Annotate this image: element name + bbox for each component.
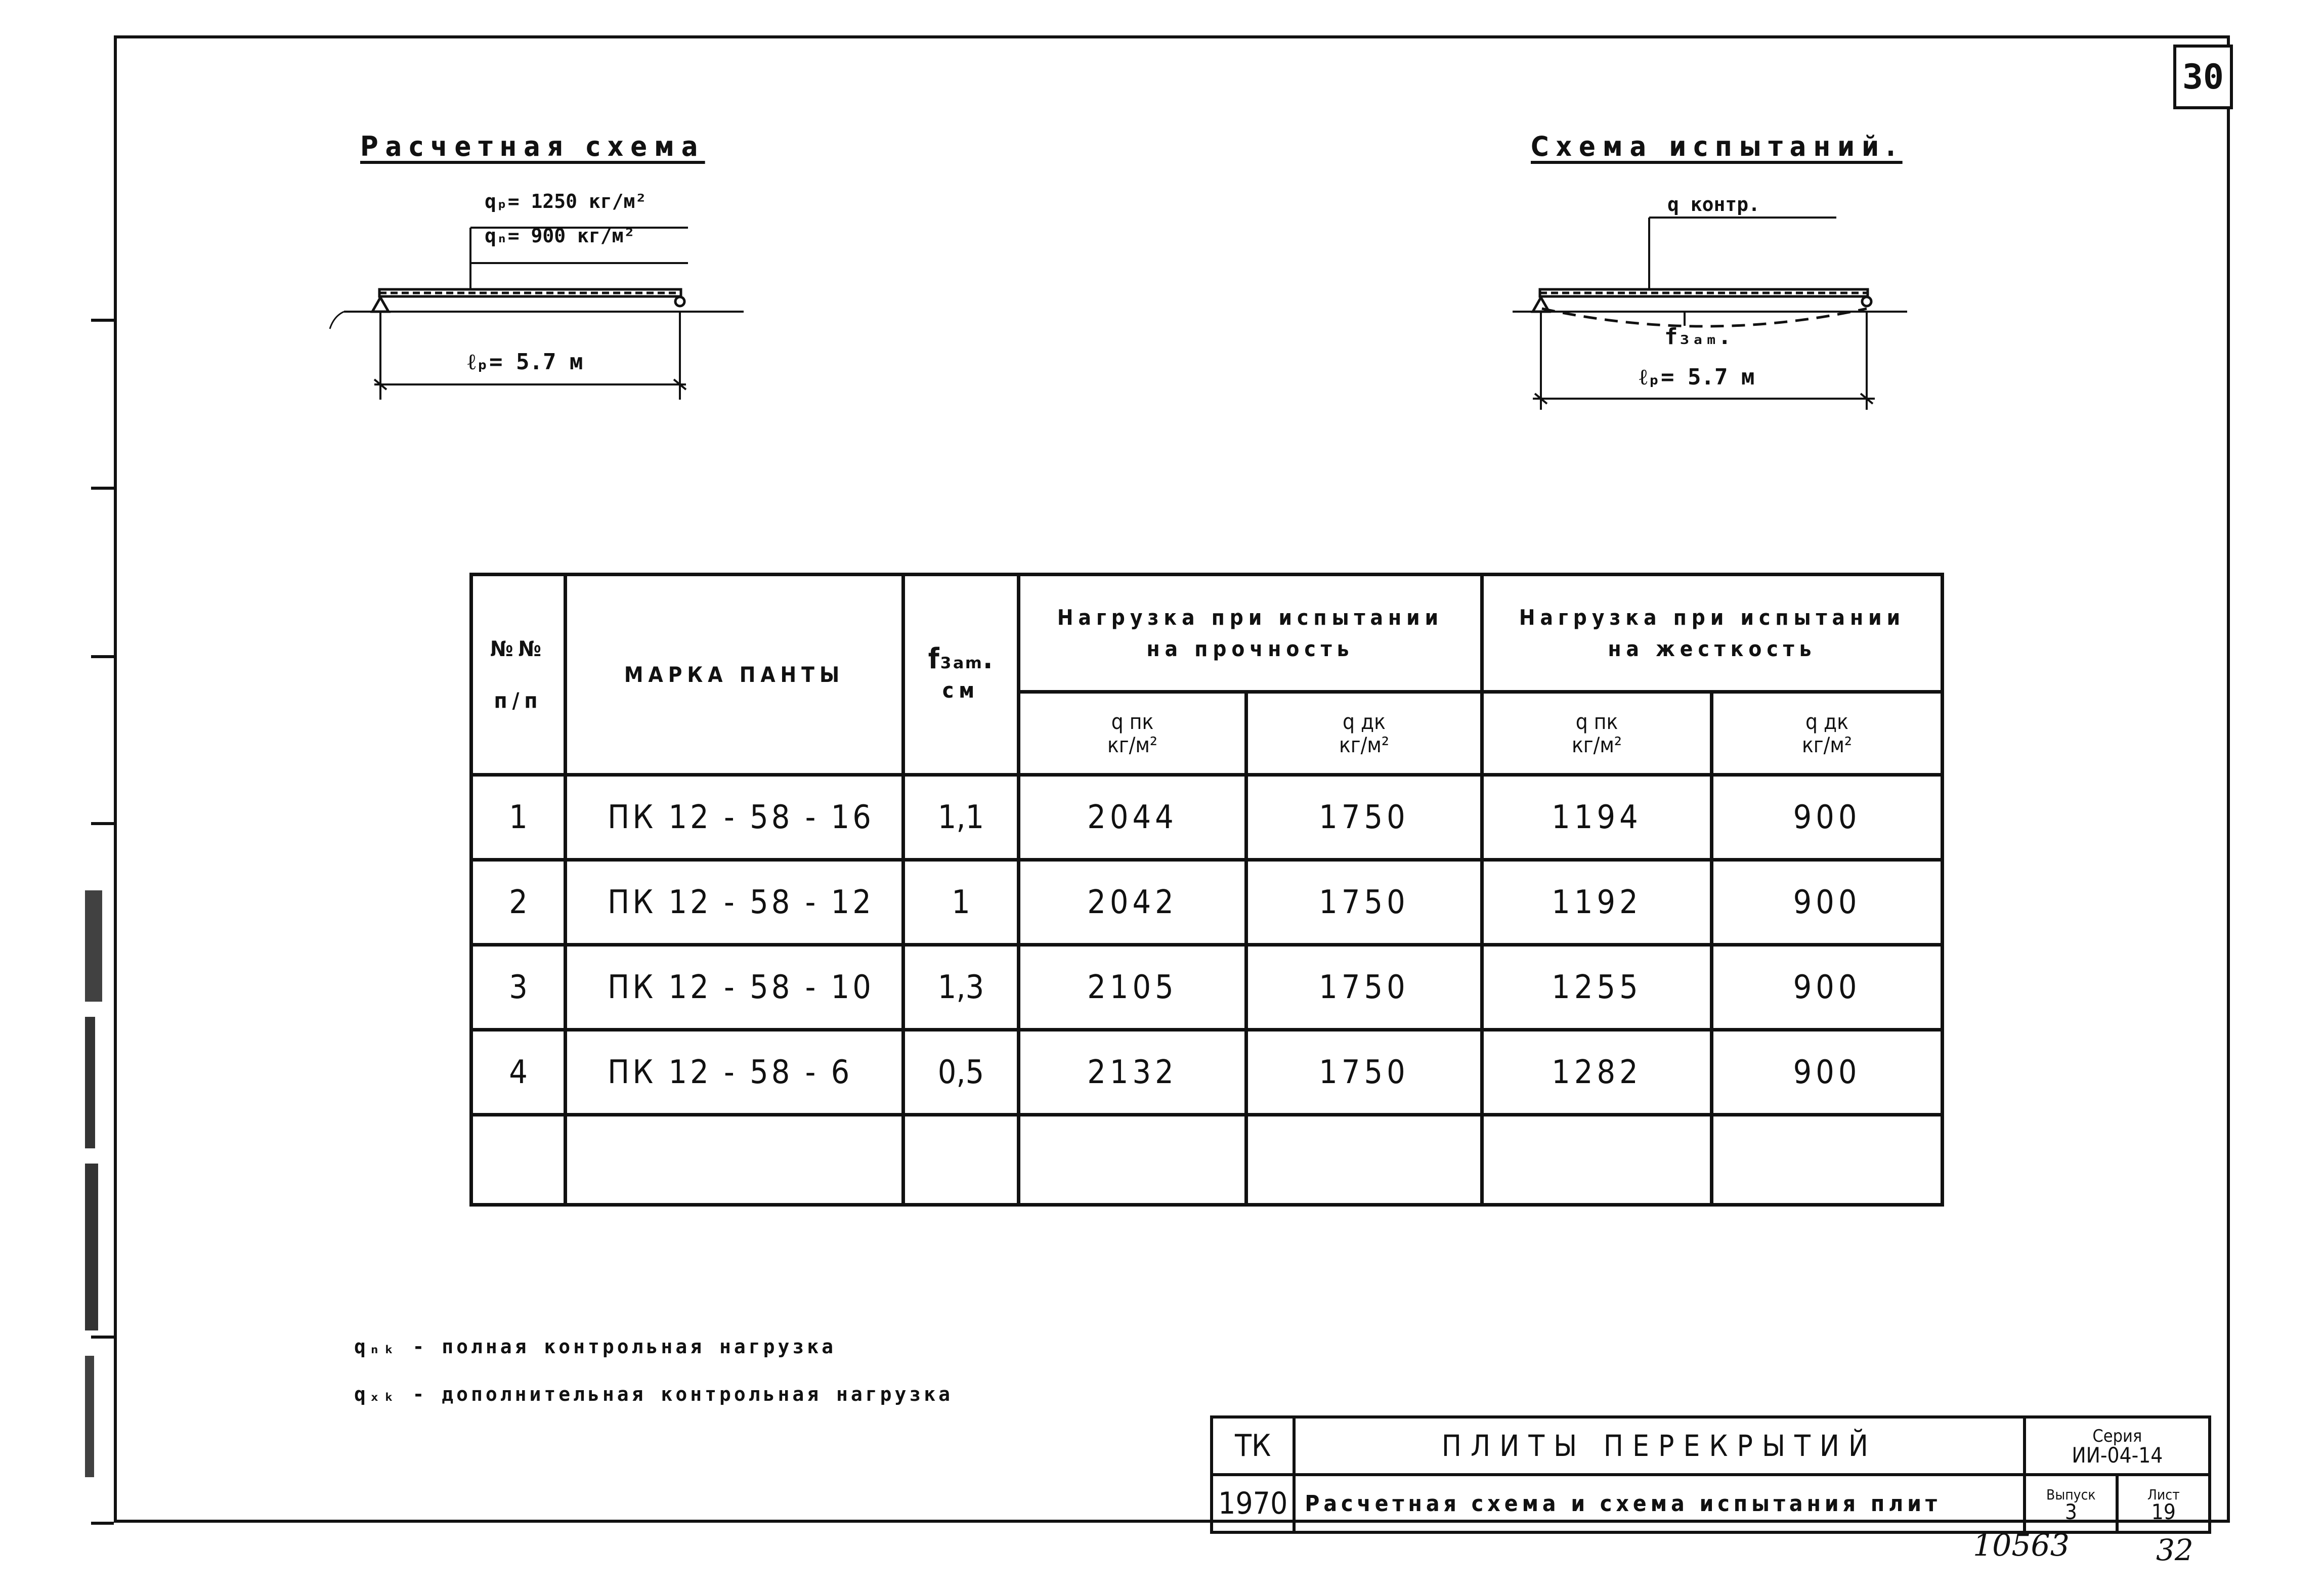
header-deflection [903,575,1019,775]
header-stiffness [1482,575,1943,692]
signature-scribble [85,1017,95,1148]
table-row [471,1030,1943,1115]
calc-scheme-drawing [324,212,759,405]
subheader-symbol: q дк [1343,709,1386,734]
stamp-series [2025,1417,2210,1475]
cell-qpk-stiffness: 1194 [1482,775,1712,860]
header-strength [1019,575,1482,692]
cell-deflection: 0,5 [903,1030,1019,1115]
stamp-subtitle: Расчетная схема и схема испытания плит [1294,1475,2025,1532]
cell-qdk-strength: 1750 [1246,860,1482,945]
signature-scribble [85,1356,94,1477]
legend-full-load: qₙₖ - полная контрольная нагрузка [354,1336,836,1358]
subheader-symbol: q пк [1575,709,1618,734]
signature-scribble [85,890,102,1002]
test-span-label: ℓₚ= 5.7 м [1639,364,1755,390]
stamp-sheet-value: 19 [2151,1499,2176,1524]
cell-qpk-stiffness: 1255 [1482,945,1712,1030]
cell-qpk-strength: 2105 [1019,945,1246,1030]
header-number [471,575,566,775]
margin-ticks [91,0,114,1590]
subheader-symbol: q дк [1805,709,1848,734]
legend-additional-load: qₓₖ - дополнительная контрольная нагрузка [354,1383,953,1405]
stamp-sheet [2117,1475,2210,1532]
test-scheme-title: Схема испытаний. [1531,131,1903,162]
header-deflection-top: f₃ₐₘ. [928,642,994,675]
cell-brand: ПК 12 - 58 - 10 [566,945,903,1030]
header-strength-line1: Нагрузка при испытании [1057,605,1444,630]
test-load-control: q контр. [1667,193,1760,216]
cell-number: 2 [471,860,566,945]
cell-brand: ПК 12 - 58 - 6 [566,1030,903,1115]
cell-qdk-strength: 1750 [1246,945,1482,1030]
subheader-symbol: q пк [1111,709,1154,734]
subheader-qpk-strength [1019,692,1246,775]
cell-number: 4 [471,1030,566,1115]
header-number-top: №№ [490,636,546,661]
signature-scribble [85,1164,98,1330]
cell-brand: ПК 12 - 58 - 16 [566,775,903,860]
table-row [471,775,1943,860]
stamp-issue-value: 3 [2064,1499,2077,1524]
cell-number: 3 [471,945,566,1030]
stamp-title: ПЛИТЫ ПЕРЕКРЫТИЙ [1294,1417,2025,1475]
subheader-qdk-strength [1246,692,1482,775]
stamp-series-value: ИИ-04-14 [2072,1443,2163,1468]
cell-qpk-strength: 2042 [1019,860,1246,945]
cell-qdk-stiffness: 900 [1712,1030,1943,1115]
cell-qdk-strength: 1750 [1246,1030,1482,1115]
cell-qdk-stiffness: 900 [1712,945,1943,1030]
table-row [471,860,1943,945]
header-number-bottom: п/п [494,687,543,713]
header-brand: МАРКА ПАНТЫ [566,575,903,775]
cell-qpk-strength: 2132 [1019,1030,1246,1115]
cell-deflection: 1,3 [903,945,1019,1030]
cell-qdk-stiffness: 900 [1712,860,1943,945]
header-deflection-bottom: см [942,677,980,703]
cell-qdk-stiffness: 900 [1712,775,1943,860]
cell-qpk-stiffness: 1192 [1482,860,1712,945]
test-deflection-label: f₃ₐₘ. [1664,324,1732,350]
stamp-series-label: Серия [2092,1426,2142,1446]
page-number: 30 [2173,45,2233,109]
footer-page-number: 32 [2156,1533,2193,1567]
calc-load-qp: qₚ= 1250 кг/м² [485,190,647,212]
header-stiffness-line1: Нагрузка при испытании [1519,605,1906,630]
header-stiffness-line2: на жесткость [1608,636,1817,661]
cell-deflection: 1,1 [903,775,1019,860]
title-block [1210,1415,2211,1534]
header-strength-line2: на прочность [1146,636,1354,661]
table-row [471,945,1943,1030]
cell-deflection: 1 [903,860,1019,945]
subheader-unit: кг/м² [1801,732,1853,757]
stamp-org: ТК [1212,1417,1294,1475]
subheader-unit: кг/м² [1571,732,1622,757]
calc-scheme-title: Расчетная схема [360,131,705,162]
calc-span-label: ℓₚ= 5.7 м [467,349,583,375]
stamp-sheet-label: Лист [2147,1486,2180,1503]
stamp-issue-label: Выпуск [2046,1486,2096,1503]
cell-brand: ПК 12 - 58 - 12 [566,860,903,945]
inventory-number: 10563 [1973,1528,2070,1563]
stamp-issue [2025,1475,2117,1532]
subheader-unit: кг/м² [1339,732,1390,757]
cell-qdk-strength: 1750 [1246,775,1482,860]
table-row-empty [471,1115,1943,1205]
test-load-table [469,573,1944,1207]
cell-qpk-stiffness: 1282 [1482,1030,1712,1115]
cell-qpk-strength: 2044 [1019,775,1246,860]
calc-load-qn: qₙ= 900 кг/м² [485,225,635,247]
subheader-qpk-stiffness [1482,692,1712,775]
subheader-unit: кг/м² [1107,732,1158,757]
table-header-row [471,575,1943,692]
stamp-year: 1970 [1212,1475,1294,1532]
cell-number: 1 [471,775,566,860]
subheader-qdk-stiffness [1712,692,1943,775]
